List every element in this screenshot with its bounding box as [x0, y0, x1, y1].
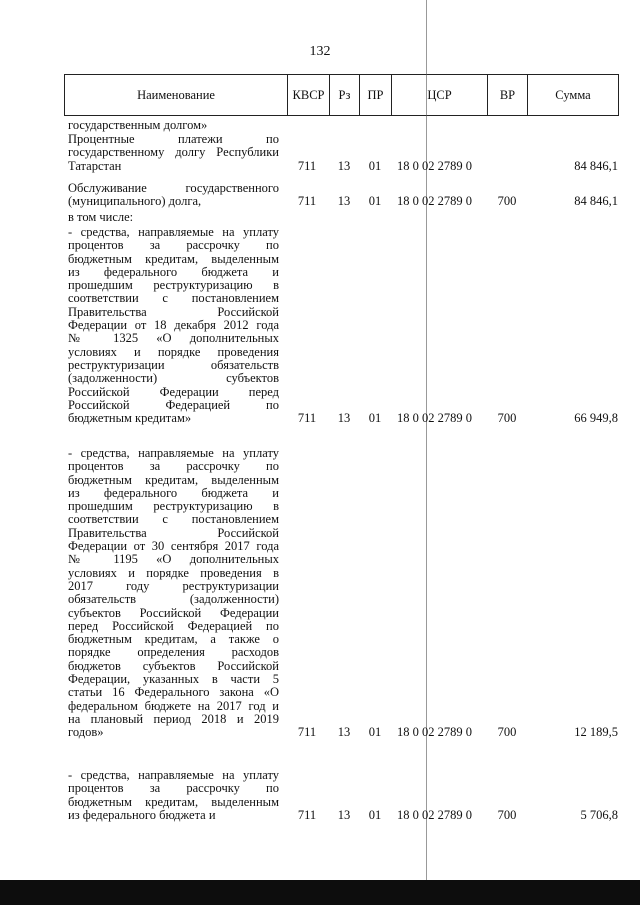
description-line: бюджетным кредитам»: [68, 411, 192, 426]
description-line: условиях и порядке проведения: [68, 344, 279, 359]
description-line: реструктуризации обязательств: [68, 357, 279, 372]
description-line: обязательств (задолженности): [68, 592, 279, 607]
description-line: № 1325 «О дополнительных: [68, 331, 279, 346]
cell-rz: 13: [337, 807, 351, 822]
cell-vr: 700: [497, 411, 517, 426]
cell-kvsr: 711: [297, 194, 317, 209]
description-line: из федерального бюджета и: [68, 485, 279, 500]
description-line: бюджетным кредитам, выделенным: [68, 794, 279, 809]
cell-pr: 01: [368, 411, 382, 426]
description-line: федеральном бюджете на 2017 год и: [68, 698, 279, 713]
description-line: соответствии с постановлением: [68, 512, 279, 527]
description-line: Федерации от 30 сентября 2017 года: [68, 539, 279, 554]
description-line: годов»: [68, 725, 104, 740]
description-line: условиях и порядке проведения в: [68, 565, 279, 580]
description-line: Федерации, указанных в части 5: [68, 672, 279, 687]
cell-pr: 01: [368, 807, 382, 822]
header-pr: ПР: [359, 75, 391, 115]
description-line: Российской Федерации перед: [68, 384, 279, 399]
header-kvsr: КВСР: [287, 75, 329, 115]
cell-vr: 700: [497, 194, 517, 209]
description-line: Правительства Российской: [68, 304, 279, 319]
cell-pr: 01: [368, 194, 382, 209]
description-line: бюджетным кредитам, выделенным: [68, 251, 279, 266]
description-line: из федерального бюджета и: [68, 264, 279, 279]
cell-sum: 12 189,5: [574, 725, 618, 740]
header-rz: Рз: [329, 75, 359, 115]
row-description: [68, 211, 279, 224]
description-line: на плановый период 2018 и 2019: [68, 711, 279, 726]
cell-vr: 700: [497, 807, 517, 822]
description-line: процентов за рассрочку по: [68, 238, 279, 253]
cell-pr: 01: [368, 725, 382, 740]
description-line: перед Российской Федерацией по: [68, 618, 279, 633]
cell-kvsr: 711: [297, 807, 317, 822]
table-header: [64, 74, 619, 116]
description-line: Процентные платежи по: [68, 132, 279, 146]
cell-rz: 13: [337, 411, 351, 426]
cell-kvsr: 711: [297, 411, 317, 426]
cell-csr: 18 0 02 2789 0: [397, 158, 472, 173]
description-line: процентов за рассрочку по: [68, 459, 279, 474]
cell-sum: 5 706,8: [580, 807, 618, 822]
row-description: [68, 226, 279, 425]
cell-pr: 01: [368, 158, 382, 173]
description-line: Федерации от 18 декабря 2012 года: [68, 318, 279, 333]
header-vr: ВР: [487, 75, 527, 115]
cell-sum: 84 846,1: [574, 158, 618, 173]
description-line: бюджетным кредитам, выделенным: [68, 472, 279, 487]
scan-bottom-border: [0, 880, 640, 905]
description-line: государственному долгу Республики: [68, 145, 279, 160]
description-line: государственным долгом»: [68, 118, 208, 132]
cell-csr: 18 0 02 2789 0: [397, 411, 472, 426]
row-description: [68, 182, 279, 209]
description-line: № 1195 «О дополнительных: [68, 552, 279, 567]
description-line: порядке определения расходов: [68, 645, 279, 660]
description-line: 2017 году реструктуризации: [68, 578, 279, 593]
description-line: бюджетным кредитам, а также о: [68, 632, 279, 647]
cell-rz: 13: [337, 725, 351, 740]
cell-kvsr: 711: [297, 725, 317, 740]
page-number: 132: [309, 44, 331, 59]
description-line: (задолженности) субъектов: [68, 371, 279, 386]
description-line: соответствии с постановлением: [68, 291, 279, 306]
description-line: в том числе:: [68, 210, 134, 224]
cell-sum: 66 949,8: [574, 411, 618, 426]
description-line: (муниципального) долга,: [68, 194, 202, 209]
header-csr: ЦСР: [391, 75, 487, 115]
cell-csr: 18 0 02 2789 0: [397, 725, 472, 740]
scan-artifact-line: [426, 0, 427, 880]
header-sum: Сумма: [527, 75, 618, 115]
cell-sum: 84 846,1: [574, 194, 618, 209]
description-line: субъектов Российской Федерации: [68, 605, 279, 620]
header-name: Наименование: [137, 88, 215, 102]
description-line: прошедшим реструктуризацию в: [68, 499, 279, 514]
cell-kvsr: 711: [297, 158, 317, 173]
row-description: [68, 133, 279, 173]
description-line: Правительства Российской: [68, 525, 279, 540]
cell-rz: 13: [337, 158, 351, 173]
cell-csr: 18 0 02 2789 0: [397, 807, 472, 822]
description-line: - средства, направляемые на уплату: [68, 768, 279, 782]
row-description: [68, 447, 279, 740]
description-line: процентов за рассрочку по: [68, 781, 279, 796]
description-line: - средства, направляемые на уплату: [68, 225, 279, 239]
description-line: Татарстан: [68, 158, 122, 173]
cell-csr: 18 0 02 2789 0: [397, 194, 472, 209]
row-description: [68, 769, 279, 822]
row-description: [68, 119, 279, 132]
description-line: статьи 16 Федерального закона «О: [68, 685, 279, 700]
description-line: Российской Федерацией по: [68, 397, 279, 412]
description-line: Обслуживание государственного: [68, 181, 279, 195]
description-line: - средства, направляемые на уплату: [68, 446, 279, 460]
cell-vr: 700: [497, 725, 517, 740]
description-line: из федерального бюджета и: [68, 807, 216, 822]
cell-rz: 13: [337, 194, 351, 209]
description-line: бюджетов субъектов Российской: [68, 658, 279, 673]
description-line: прошедшим реструктуризацию в: [68, 278, 279, 293]
